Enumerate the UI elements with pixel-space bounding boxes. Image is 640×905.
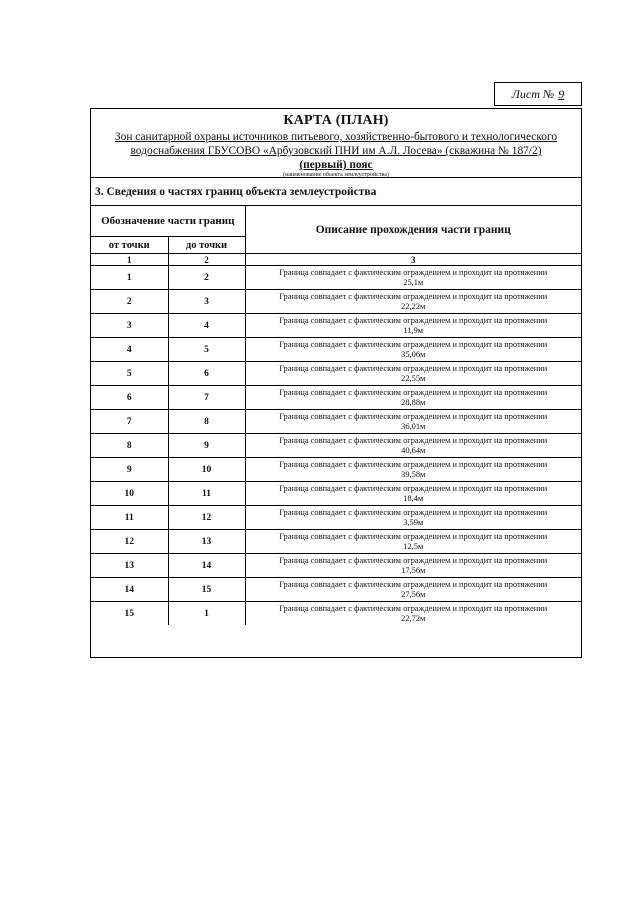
index-cell: 1	[91, 254, 168, 266]
to-point-cell: 3	[168, 290, 245, 314]
belt-label: (первый) пояс	[299, 159, 373, 171]
from-point-cell: 3	[91, 314, 168, 338]
to-point-cell: 8	[168, 410, 245, 434]
to-point-cell: 13	[168, 530, 245, 554]
object-subtitle: Зон санитарной охраны источников питьевого, хозяйственно-бытового и технологического водоснабжения ГБУСОВО «Арбузовский ПНИ им А.Л. Лосева» (скважина № 187/2)	[114, 131, 558, 157]
description-text: Граница совпадает с фактическим ограждением и проходит на протяжении 12,5м	[279, 531, 548, 551]
from-point-cell: 8	[91, 434, 168, 458]
to-point-cell: 12	[168, 506, 245, 530]
description-text: Граница совпадает с фактическим ограждением и проходит на протяжении 28,88м	[279, 387, 548, 407]
from-point-cell: 11	[91, 506, 168, 530]
from-point-cell: 12	[91, 530, 168, 554]
description-cell	[245, 362, 581, 386]
index-row	[91, 254, 581, 266]
description-text: Граница совпадает с фактическим ограждением и проходит на протяжении 17,56м	[279, 555, 548, 575]
description-cell	[245, 554, 581, 578]
to-point-cell: 15	[168, 578, 245, 602]
table-row	[91, 338, 581, 362]
description-cell	[245, 506, 581, 530]
table-row	[91, 410, 581, 434]
from-point-cell: 7	[91, 410, 168, 434]
index-cell: 3	[245, 254, 581, 266]
from-point-cell: 1	[91, 266, 168, 290]
description-cell	[245, 338, 581, 362]
page-title: КАРТА (ПЛАН)	[283, 113, 389, 128]
to-point-cell: 4	[168, 314, 245, 338]
from-point-cell: 2	[91, 290, 168, 314]
description-text: Граница совпадает с фактическим ограждением и проходит на протяжении 22,22м	[279, 291, 548, 311]
section-title: 3. Сведения о частях границ объекта землеустройства	[91, 178, 581, 206]
to-point-cell: 10	[168, 458, 245, 482]
description-text: Граница совпадает с фактическим ограждением и проходит на протяжении 35,06м	[279, 339, 548, 359]
description-cell	[245, 314, 581, 338]
col-to-header: до точки	[168, 237, 245, 254]
description-text: Граница совпадает с фактическим ограждением и проходит на протяжении 11,9м	[279, 315, 548, 335]
description-cell	[245, 578, 581, 602]
description-text: Граница совпадает с фактическим ограждением и проходит на протяжении 36,01м	[279, 411, 548, 431]
from-point-cell: 6	[91, 386, 168, 410]
from-point-cell: 10	[91, 482, 168, 506]
description-cell	[245, 434, 581, 458]
table-row	[91, 314, 581, 338]
from-point-cell: 14	[91, 578, 168, 602]
table-row	[91, 362, 581, 386]
document-frame	[90, 108, 582, 658]
description-cell	[245, 482, 581, 506]
from-point-cell: 15	[91, 602, 168, 626]
description-cell	[245, 266, 581, 290]
description-text: Граница совпадает с фактическим ограждением и проходит на протяжении 40,64м	[279, 435, 548, 455]
table-row	[91, 530, 581, 554]
description-cell	[245, 410, 581, 434]
col-from-header: от точки	[91, 237, 168, 254]
to-point-cell: 5	[168, 338, 245, 362]
document-header	[91, 109, 581, 178]
description-text: Граница совпадает с фактическим ограждением и проходит на протяжении 22,55м	[279, 363, 548, 383]
col-description-header: Описание прохождения части границ	[245, 206, 581, 254]
boundary-parts-table	[91, 206, 581, 625]
description-cell	[245, 290, 581, 314]
description-cell	[245, 386, 581, 410]
table-row	[91, 554, 581, 578]
to-point-cell: 14	[168, 554, 245, 578]
description-text: Граница совпадает с фактическим ограждением и проходит на протяжении 18,4м	[279, 483, 548, 503]
table-row	[91, 266, 581, 290]
description-text: Граница совпадает с фактическим ограждением и проходит на протяжении 27,56м	[279, 579, 548, 599]
table-row	[91, 506, 581, 530]
table-row	[91, 578, 581, 602]
to-point-cell: 6	[168, 362, 245, 386]
description-cell	[245, 458, 581, 482]
index-cell: 2	[168, 254, 245, 266]
description-text: Граница совпадает с фактическим ограждением и проходит на протяжении 22,72м	[279, 603, 548, 623]
object-caption: (наименование объекта землеустройства)	[283, 172, 389, 178]
table-row	[91, 386, 581, 410]
description-text: Граница совпадает с фактическим ограждением и проходит на протяжении 39,58м	[279, 459, 548, 479]
from-point-cell: 9	[91, 458, 168, 482]
group-header: Обозначение части границ	[91, 206, 245, 237]
description-text: Граница совпадает с фактическим ограждением и проходит на протяжении 25,1м	[279, 267, 548, 287]
from-point-cell: 4	[91, 338, 168, 362]
description-cell	[245, 602, 581, 626]
description-text: Граница совпадает с фактическим ограждением и проходит на протяжении 3,59м	[279, 507, 548, 527]
sheet-label: Лист №	[511, 86, 555, 101]
to-point-cell: 2	[168, 266, 245, 290]
to-point-cell: 1	[168, 602, 245, 626]
from-point-cell: 13	[91, 554, 168, 578]
table-row	[91, 290, 581, 314]
to-point-cell: 7	[168, 386, 245, 410]
sheet-number: 9	[558, 86, 565, 101]
table-row	[91, 602, 581, 626]
to-point-cell: 11	[168, 482, 245, 506]
to-point-cell: 9	[168, 434, 245, 458]
table-row	[91, 458, 581, 482]
from-point-cell: 5	[91, 362, 168, 386]
table-row	[91, 482, 581, 506]
table-row	[91, 434, 581, 458]
description-cell	[245, 530, 581, 554]
sheet-number-box	[494, 82, 582, 106]
